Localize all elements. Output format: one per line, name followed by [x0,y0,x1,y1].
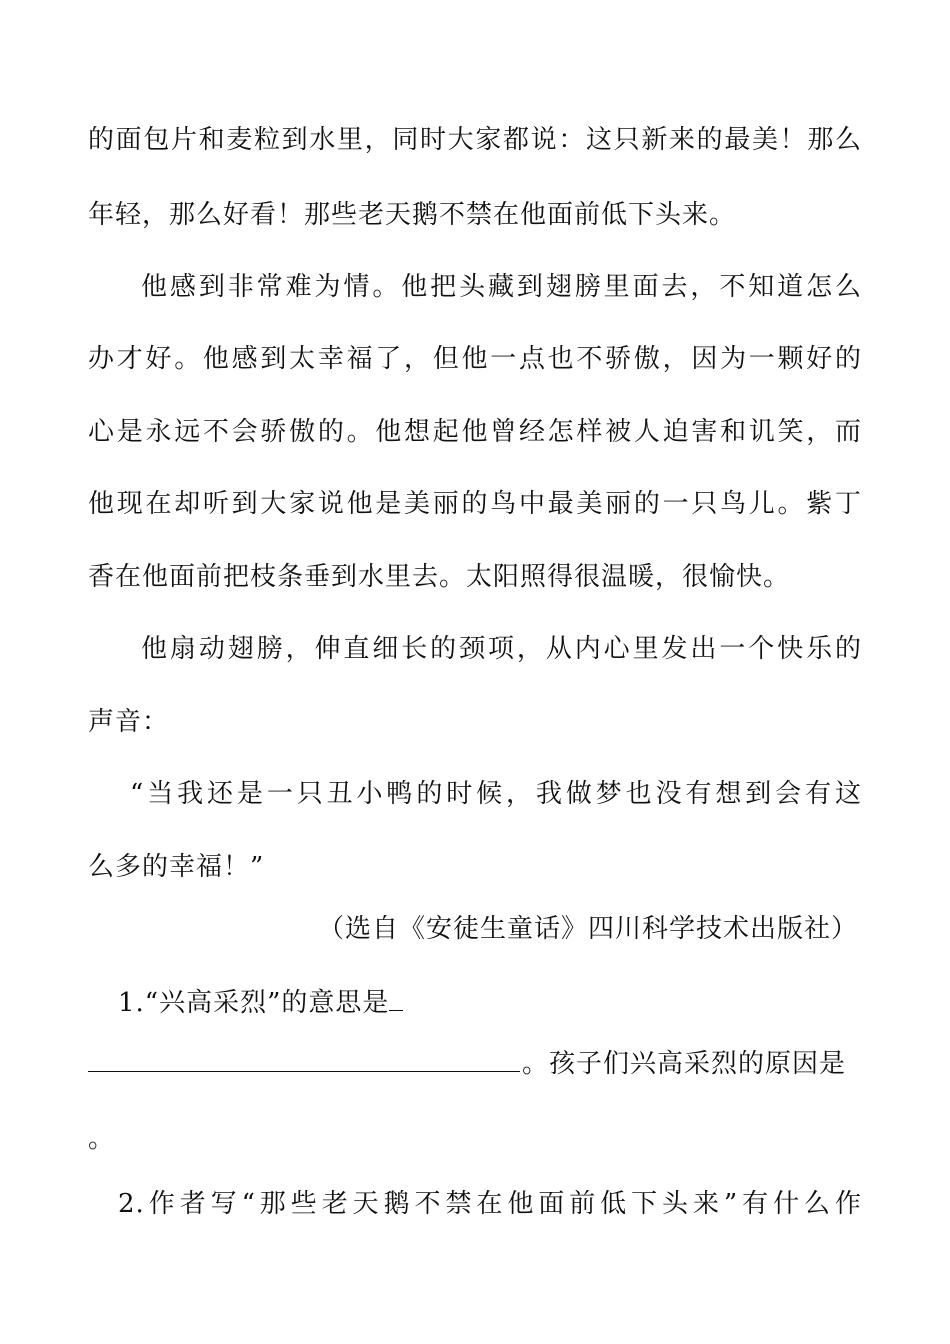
story-line-8: 他扇动翅膀，伸直细长的颈项，从内心里发出一个快乐的 [141,634,862,664]
story-line-5: 心是永远不会骄傲的。他想起他曾经怎样被人迫害和讥笑，而 [88,417,862,447]
question-2: 2.作者写“那些老天鹅不禁在他面前低下头来”有什么作 [118,1189,862,1219]
story-line-10: “当我还是一只丑小鸭的时候，我做梦也没有想到会有这 [130,779,862,809]
question-1-end: 。 [88,1124,116,1154]
answer-blank-1b[interactable] [88,1041,520,1072]
question-1 [118,980,862,1024]
story-line-3: 他感到非常难为情。他把头藏到翅膀里面去，不知道怎么 [141,272,862,302]
story-line-11: 么多的幸福！” [88,852,265,882]
answer-blank-1a[interactable] [389,980,403,1011]
story-line-2: 年轻，那么好看！那些老天鹅不禁在他面前低下头来。 [88,200,737,230]
question-1-text: 1.“兴高采烈”的意思是 [118,988,390,1018]
story-line-1: 的面包片和麦粒到水里，同时大家都说：这只新来的最美！那么 [88,125,862,155]
story-line-4: 办才好。他感到太幸福了，但他一点也不骄傲，因为一颗好的 [88,344,862,374]
story-source: （选自《安徒生童话》四川科学技术出版社） [317,914,858,944]
story-line-9: 声音： [88,707,170,737]
story-line-6: 他现在却听到大家说他是美丽的鸟中最美丽的一只鸟儿。紫丁 [88,489,862,519]
story-line-7: 香在他面前把枝条垂到水里去。太阳照得很温暖，很愉快。 [88,562,791,592]
question-1-text-2: 。孩子们兴高采烈的原因是 [522,1049,847,1079]
question-1-line-2 [88,1041,862,1085]
